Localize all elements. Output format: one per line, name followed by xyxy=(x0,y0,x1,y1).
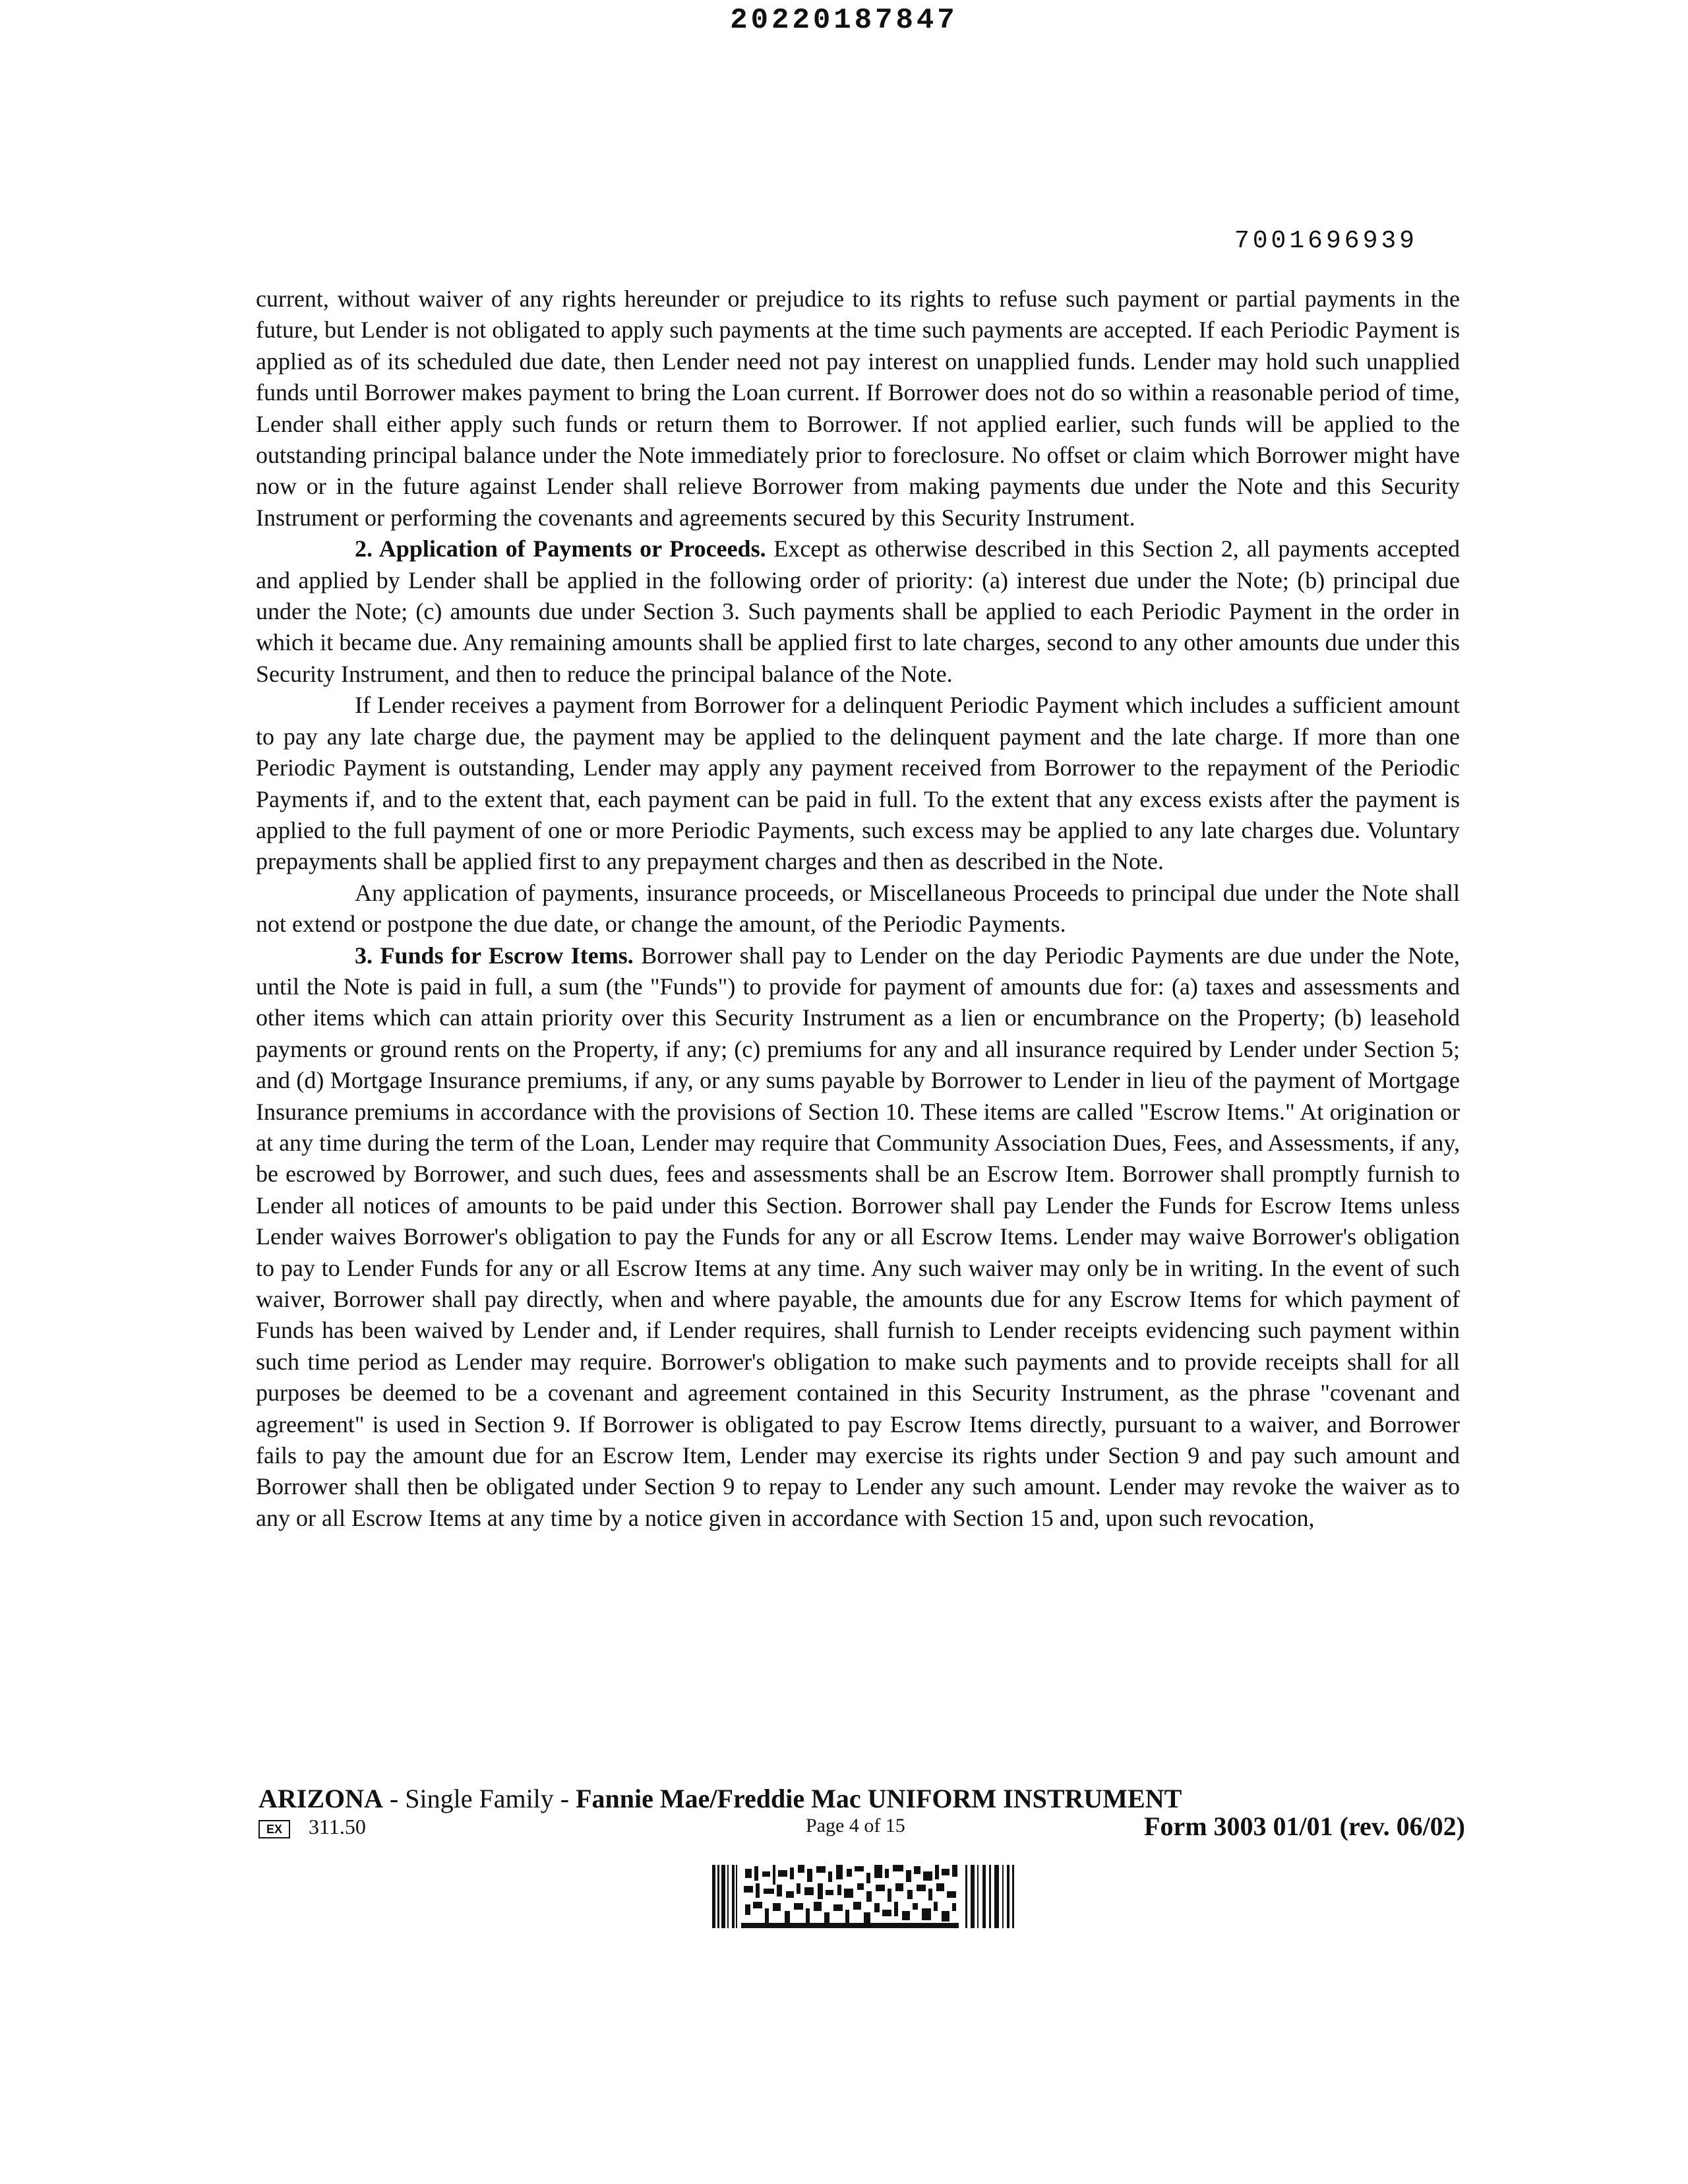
form-code: 311.50 xyxy=(309,1815,366,1838)
section-2-heading: 2. Application of Payments or Proceeds. xyxy=(355,535,766,562)
section-3-heading: 3. Funds for Escrow Items. xyxy=(355,942,634,969)
paragraph-delinquent-payment: If Lender receives a payment from Borrower for a delinquent Periodic Payment which includes a sufficient amount to pay any late charge due, the payment may be applied to the delinquent payment and the late charge. If more than one Periodic Payment is outstanding, Lender may apply any payment received from Borrower to the repayment of the Periodic Payments if, and to the extent that, each payment can be paid in full. To the extent that any excess exists after the payment is applied to the full payment of one or more Periodic Payments, such excess may be applied to any late charges due. Voluntary prepayments shall be applied first to any prepayment charges and then as described in the Note. xyxy=(256,692,1460,875)
section-3-text: Borrower shall pay to Lender on the day Periodic Payments are due under the Note, until the Note is paid in full, a sum (the "Funds") to provide for payment of amounts due for: (a) taxes and assessments and other items which can attain priority over this Security Instrument as a lien or encumbrance on the Property; (b) leasehold payments or ground rents on the Property, if any; (c) premiums for any and all insurance required by Lender under Section 5; and (d) Mortgage Insurance premiums, if any, or any sums payable by Borrower to Lender in lieu of the payment of Mortgage Insurance premiums in accordance with the provisions of Section 10. These items are called "Escrow Items." At origination or at any time during the term of the Loan, Lender may require that Community Association Dues, Fees, and Assessments, if any, be escrowed by Borrower, and such dues, fees and assessments shall be an Escrow Item. Borrower shall promptly furnish to Lender all notices of amounts to be paid under this Section. Borrower shall pay Lender the Funds for Escrow Items unless Lender waives Borrower's obligation to pay the Funds for any or all Escrow Items. Lender may waive Borrower's obligation to pay to Lender Funds for any or all Escrow Items at any time. Any such waiver may only be in writing. In the event of such waiver, Borrower shall pay directly, when and where payable, the amounts due for any Escrow Items for which payment of Funds has been waived by Lender and, if Lender requires, shall furnish to Lender receipts evidencing such payment within such time period as Lender may require. Borrower's obligation to make such payments and to provide receipts shall for all purposes be deemed to be a covenant and agreement contained in this Security Instrument, as the phrase "covenant and agreement" is used in Section 9. If Borrower is obligated to pay Escrow Items directly, pursuant to a waiver, and Borrower fails to pay the amount due for an Escrow Item, Lender may exercise its rights under Section 9 and pay such amount and Borrower shall then be obligated under Section 9 to repay to Lender any such amount. Lender may revoke the waiver as to any or all Escrow Items at any time by a notice given in accordance with Section 15 and, upon such revocation, xyxy=(256,942,1460,1531)
section-2-paragraph xyxy=(256,533,1460,690)
section-2-text: Except as otherwise described in this Section 2, all payments accepted and applied by Lender shall be applied in the following order of priority: (a) interest due under the Note; (b) principal due under the Note; (c) amounts due under Section 3. Such payments shall be applied to each Periodic Payment in the order in which it became due. Any remaining amounts shall be applied first to late charges, second to any other amounts due under this Security Instrument, and then to reduce the principal balance of the Note. xyxy=(256,535,1460,687)
footer-separator: - Single Family - xyxy=(382,1784,576,1813)
footer-state: ARIZONA xyxy=(258,1784,383,1813)
recording-number: 20220187847 xyxy=(730,4,958,37)
form-number: Form 3003 01/01 (rev. 06/02) xyxy=(1144,1811,1465,1841)
footer-instrument-line xyxy=(258,1783,1182,1814)
footer-instrument: Fannie Mae/Freddie Mac UNIFORM INSTRUMENT xyxy=(576,1784,1182,1813)
footer-form-line xyxy=(258,1811,1465,1848)
section-3-paragraph xyxy=(256,940,1460,1534)
barcode-image xyxy=(712,1865,1015,1928)
page-number: Page 4 of 15 xyxy=(806,1815,905,1836)
document-body xyxy=(256,284,1460,1534)
loan-number: 7001696939 xyxy=(1234,227,1418,255)
paragraph-application-of-payments: Any application of payments, insurance proceeds, or Miscellaneous Proceeds to principal due under the Note shall not extend or postpone the due date, or change the amount, of the Periodic Payments. xyxy=(256,879,1460,938)
form-code-icon: EX xyxy=(258,1820,290,1838)
paragraph-continuation: current, without waiver of any rights hereunder or prejudice to its rights to refuse such payment or partial payments in the future, but Lender is not obligated to apply such payments at the time such payments are accepted. If each Periodic Payment is applied as of its scheduled due date, then Lender need not pay interest on unapplied funds. Lender may hold such unapplied funds until Borrower makes payment to bring the Loan current. If Borrower does not do so within a reasonable period of time, Lender shall either apply such funds or return them to Borrower. If not applied earlier, such funds will be applied to the outstanding principal balance under the Note immediately prior to foreclosure. No offset or claim which Borrower might have now or in the future against Lender shall relieve Borrower from making payments due under the Note and this Security Instrument or performing the covenants and agreements secured by this Security Instrument. xyxy=(256,286,1460,531)
